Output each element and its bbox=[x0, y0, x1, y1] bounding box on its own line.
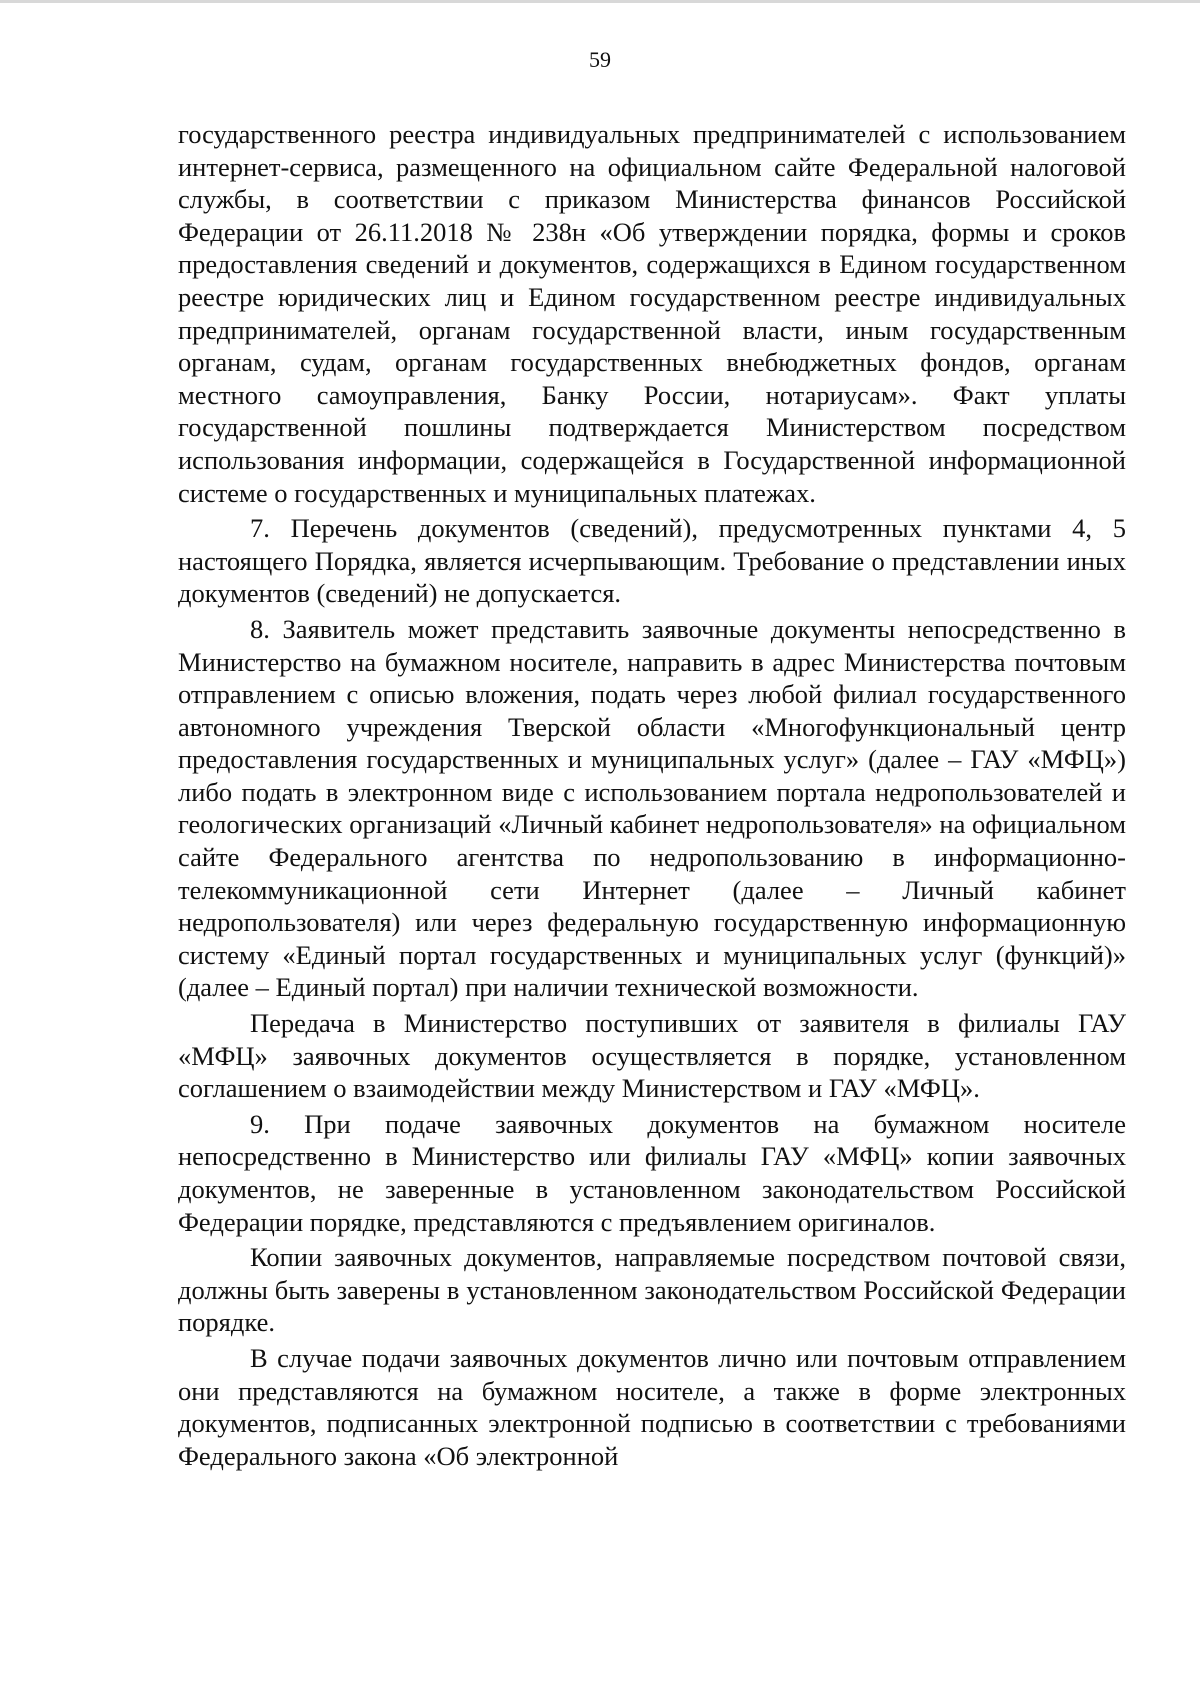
paragraph-item-8: 8. Заявитель может представить заявочные документы непосредственно в Министерство на бумажном носителе, направить в адрес Министерства почтовым отправлением с описью вложения, подать через любой филиал государственного автономного учреждения Тверской области «Многофункциональный центр предоставления государственных и муниципальных услуг» (далее – ГАУ «МФЦ») либо подать в электронном виде с использованием портала недропользователей и геологических организаций «Личный кабинет недропользователя» на официальном сайте Федерального агентства по недропользованию в информационно-телекоммуникационной сети Интернет (далее – Личный кабинет недропользователя) или через федеральную государственную информационную систему «Единый портал государственных и муниципальных услуг (функций)» (далее – Единый портал) при наличии технической возможности. bbox=[178, 613, 1126, 1003]
page-number: 59 bbox=[589, 47, 611, 72]
scan-edge bbox=[0, 0, 1200, 3]
paragraph-continuation: государственного реестра индивидуальных предпринимателей с использованием интернет-сервиса, размещенного на официальном сайте Федеральной налоговой службы, в соответствии с приказом Министерства финансов Российской Федерации от 26.11.2018 № 238н «Об утверждении порядка, формы и сроков предоставления сведений и документов, содержащихся в Едином государственном реестре юридических лиц и Едином государственном реестре индивидуальных предпринимателей, органам государственной власти, иным государственным органам, судам, органам государственных внебюджетных фондов, органам местного самоуправления, Банку России, нотариусам». Факт уплаты государственной пошлины подтверждается Министерством посредством использования информации, содержащейся в Государственной информационной системе о государственных и муниципальных платежах. bbox=[178, 119, 1126, 508]
paragraph-copies: Копии заявочных документов, направляемые посредством почтовой связи, должны быть заверены в установленном законодательством Российской Федерации порядке. bbox=[178, 1242, 1126, 1338]
body-text bbox=[178, 118, 1126, 1472]
paragraph-submission: В случае подачи заявочных документов лично или почтовым отправлением они представляются на бумажном носителе, а также в форме электронных документов, подписанных электронной подписью в соответствии с требованиями Федерального закона «Об электронной bbox=[178, 1342, 1126, 1471]
paragraph-item-9: 9. При подаче заявочных документов на бумажном носителе непосредственно в Министерство или филиалы ГАУ «МФЦ» копии заявочных документов, не заверенные в установленном законодательством Российской Федерации порядке, представляются с предъявлением оригиналов. bbox=[178, 1108, 1126, 1237]
paragraph-item-7: 7. Перечень документов (сведений), предусмотренных пунктами 4, 5 настоящего Порядка, является исчерпывающим. Требование о представлении иных документов (сведений) не допускается. bbox=[178, 513, 1126, 609]
paragraph-transfer: Передача в Министерство поступивших от заявителя в филиалы ГАУ «МФЦ» заявочных документов осуществляется в порядке, установленном соглашением о взаимодействии между Министерством и ГАУ «МФЦ». bbox=[178, 1008, 1126, 1104]
